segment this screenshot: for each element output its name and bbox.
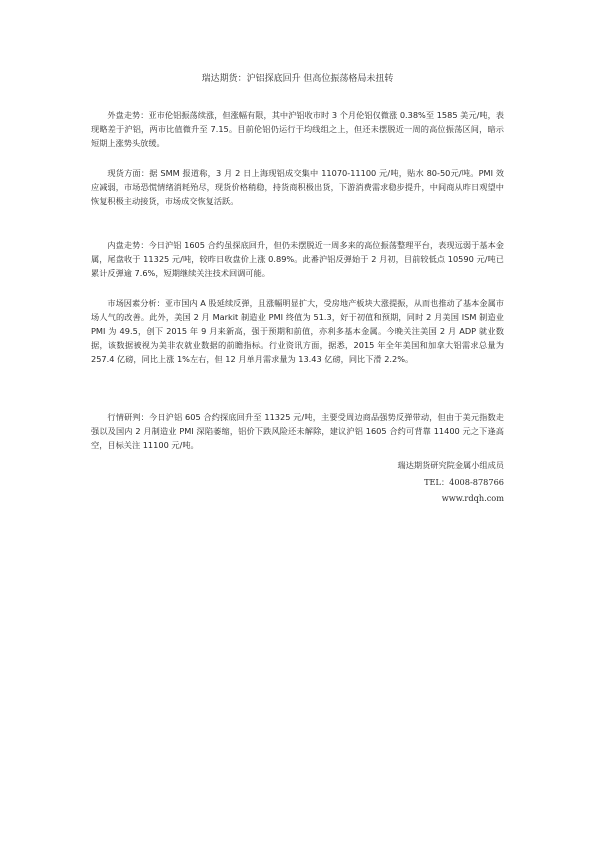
signature-website: www.rdqh.com <box>441 493 504 503</box>
paragraph-market-factors: 市场因素分析：亚市国内 A 股延续反弹，且涨幅明显扩大，受房地产板块大涨提振，从而也推动了基本金属市场人气的改善。此外，美国 2 月 Markit 制造业 PMI 终值为 51.3，好于初值和预期，同时 2 月美国 ISM 制造业 PMI 为 49.5，创下 2015 年 9 月来新高，强于预期和前值，亦利多基本金属。今晚关注美国 2 月 ADP 就业数据，该数据被视为美非农就业数据的前瞻指标。行业资讯方面，据悉，2015 年全年美国和加拿大铝需求总量为 257.4 亿磅，同比上涨 1%左右，但 12 月单月需求量为 13.43 亿磅，同比下滑 2.2%。 <box>91 298 504 364</box>
signature-team: 瑞达期货研究院金属小组成员 <box>397 460 504 470</box>
paragraph-domestic-market: 内盘走势：今日沪铝 1605 合约虽探底回升，但仍未摆脱近一周多来的高位振荡整理平台，表现远弱于基本金属，尾盘收于 11325 元/吨，较昨日收盘价上涨 0.89%。此番沪铝反弹始于 2 月初，目前较低点 10590 元/吨已累计反弹逾 7.6%，短期继续关注技术回调可能。 <box>91 240 504 278</box>
signature-tel: TEL：4008-878766 <box>424 477 504 487</box>
document-title: 瑞达期货：沪铝探底回升 但高位振荡格局未扭转 <box>201 74 394 84</box>
paragraph-outlook: 行情研判：今日沪铝 605 合约探底回升至 11325 元/吨，主要受周边商品强势反弹带动，但由于美元指数走强以及国内 2 月制造业 PMI 深陷萎缩，铝价下跌风险还未解除，建议沪铝 1605 合约可背靠 11400 元之下逢高空，目标关注 11100 元/吨。 <box>91 412 504 450</box>
paragraph-spot-market: 现货方面：据 SMM 报道称，3 月 2 日上海现铝成交集中 11070-11100 元/吨，贴水 80-50元/吨。PMI 效应减弱，市场恐慌情绪消耗殆尽，现货价格稍稳，持货商积极出货，下游消费需求稳步提升，中间商从昨日观望中恢复积极主动接货，市场成交恢复活跃。 <box>91 168 504 206</box>
paragraph-foreign-market: 外盘走势：亚市伦铝振荡续涨，但涨幅有限，其中沪铝收市时 3 个月伦铝仅微涨 0.38%至 1585 美元/吨，表现略差于沪铝，两市比值微升至 7.15。目前伦铝仍运行于均线组之上，但还未摆脱近一周的高位振荡区间，暗示短期上涨势头放缓。 <box>91 110 504 148</box>
